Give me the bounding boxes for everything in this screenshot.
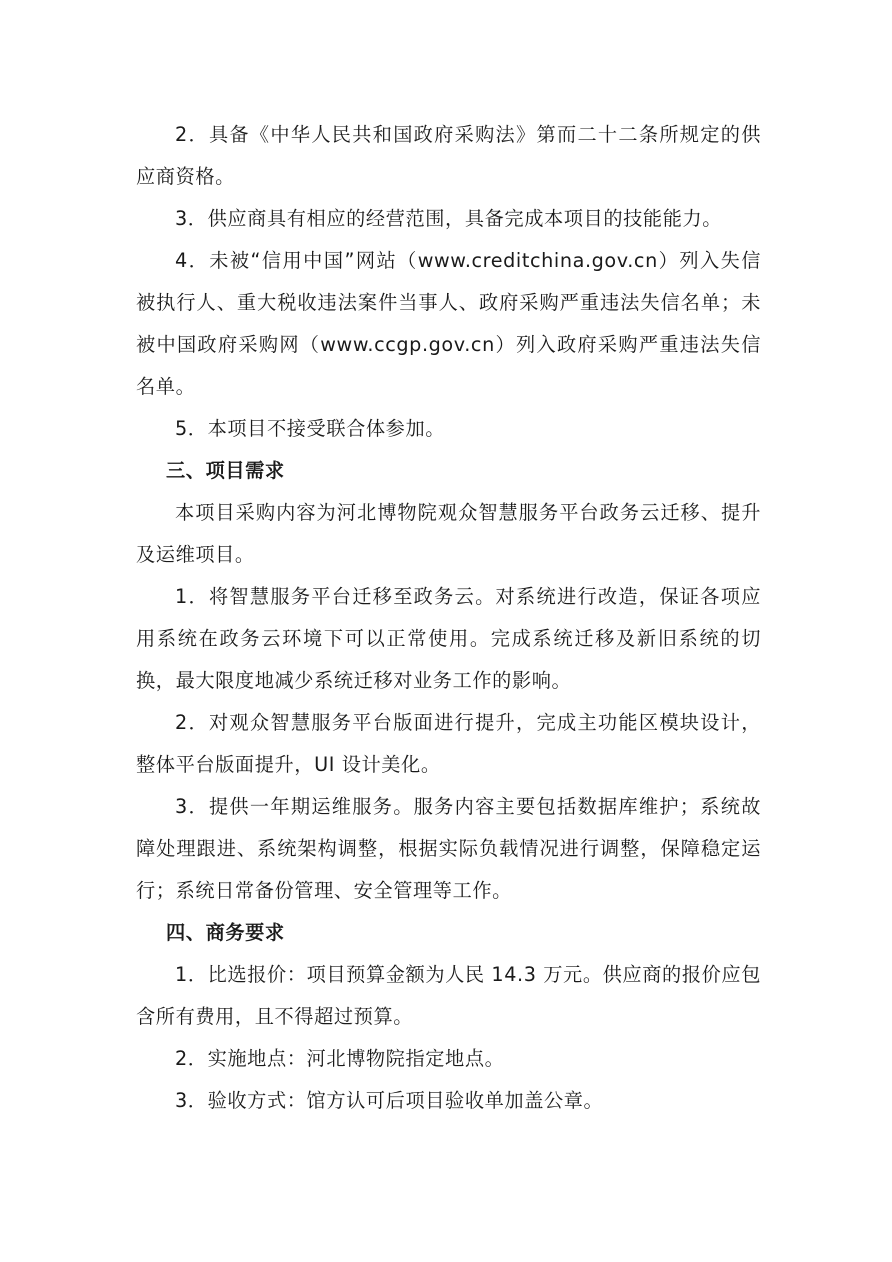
section-heading-requirements: 三、项目需求 [166,459,285,482]
paragraph-business-3: 3．验收方式：馆方认可后项目验收单加盖公章。 [175,1089,604,1112]
paragraph-requirement-3: 3．提供一年期运维服务。服务内容主要包括数据库维护；系统故障处理跟进、系统架构调整，根据实际负载情况进行调整，保障稳定运行；系统日常备份管理、安全管理等工作。 [136,795,761,902]
paragraph-qualification-3: 3．供应商具有相应的经营范围，具备完成本项目的技能能力。 [175,207,723,230]
paragraph-qualification-5: 5．本项目不接受联合体参加。 [175,417,446,440]
paragraph-qualification-2: 2．具备《中华人民共和国政府采购法》第而二十二条所规定的供应商资格。 [136,123,761,188]
paragraph-business-1: 1．比选报价：项目预算金额为人民 14.3 万元。供应商的报价应包含所有费用，且不得超过预算。 [136,963,761,1028]
section-heading-business: 四、商务要求 [166,921,285,944]
paragraph-requirement-2: 2．对观众智慧服务平台版面进行提升，完成主功能区模块设计，整体平台版面提升，UI 设计美化。 [136,711,761,776]
paragraph-qualification-4: 4．未被“信用中国”网站（www.creditchina.gov.cn）列入失信被执行人、重大税收违法案件当事人、政府采购严重违法失信名单；未被中国政府采购网（www.ccgp.gov.cn）列入政府采购严重违法失信名单。 [136,249,761,398]
paragraph-requirement-1: 1．将智慧服务平台迁移至政务云。对系统进行改造，保证各项应用系统在政务云环境下可以正常使用。完成系统迁移及新旧系统的切换，最大限度地减少系统迁移对业务工作的影响。 [136,585,761,692]
paragraph-requirements-intro: 本项目采购内容为河北博物院观众智慧服务平台政务云迁移、提升及运维项目。 [136,501,761,566]
document-body [136,114,761,1122]
paragraph-business-2: 2．实施地点：河北博物院指定地点。 [175,1047,505,1070]
